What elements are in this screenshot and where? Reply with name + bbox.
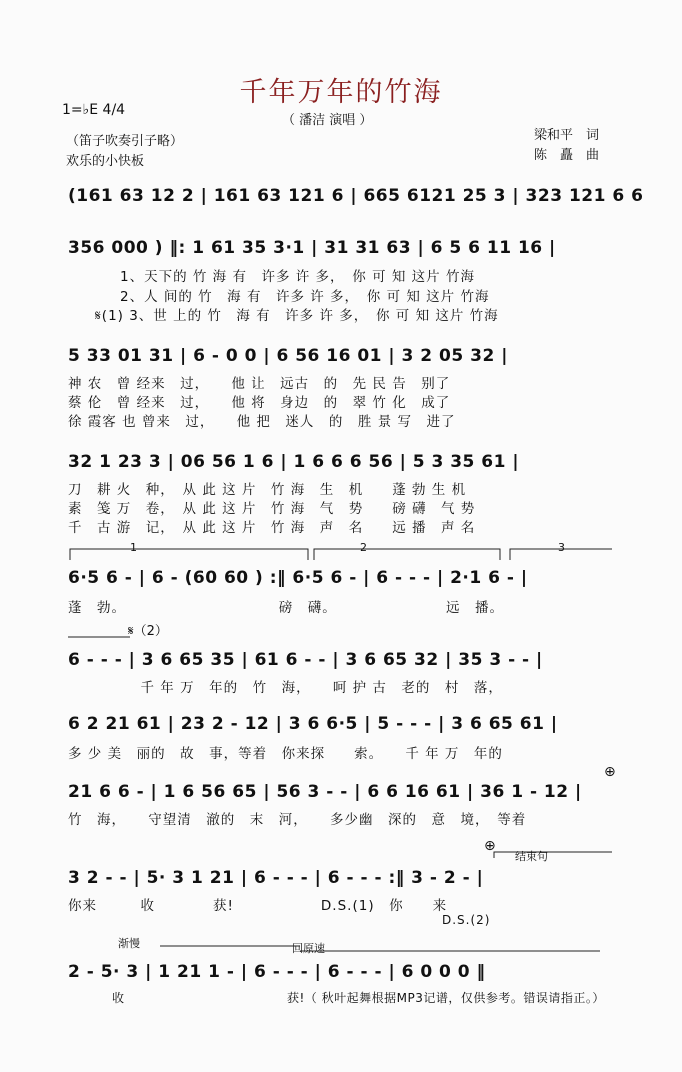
lyric-line-2-verse-1: 1、天下的 竹 海 有 许多 许 多， 你 可 知 这片 竹海 bbox=[120, 269, 475, 285]
lyric-line-3-verse-3: 徐 霞客 也 曾来 过， 他 把 迷人 的 胜 景 写 进了 bbox=[68, 414, 456, 430]
volta-3-label: 3 bbox=[558, 541, 565, 554]
lyric-line-8: 竹 海， 守望清 澈的 末 河， 多少幽 深的 意 境， 等着 bbox=[68, 812, 527, 828]
coda-icon: ⊕ bbox=[604, 764, 616, 780]
score-line-6: 6 - - - | 3 6 65 35 | 61 6 - - | 3 6 65 32 | 35 3 - - | bbox=[68, 650, 543, 670]
coda-label: 结束句 bbox=[515, 850, 548, 863]
lyric-line-2-verse-2: 2、人 间的 竹 海 有 许多 许 多， 你 可 知 这片 竹海 bbox=[120, 289, 490, 305]
lyric-line-2-verse-3: 𝄋(1) 3、世 上的 竹 海 有 许多 许 多， 你 可 知 这片 竹海 bbox=[95, 308, 499, 324]
score-line-4: 32 1 23 3 | 06 56 1 6 | 1 6 6 6 56 | 5 3 35 61 | bbox=[68, 452, 520, 472]
lyric-line-4-verse-3: 千 古 游 记， 从 此 这 片 竹 海 声 名 远 播 声 名 bbox=[68, 520, 476, 536]
tempo-marking: 欢乐的小快板 bbox=[66, 154, 145, 169]
key-signature: 1=♭E 4/4 bbox=[62, 102, 126, 118]
composer: 陈 矗 曲 bbox=[534, 148, 600, 163]
coda-icon: ⊕ bbox=[484, 838, 496, 854]
performer: （ 潘洁 演唱 ） bbox=[282, 113, 373, 128]
lyric-line-3-verse-1: 神 农 曾 经来 过， 他 让 远古 的 先 民 告 别了 bbox=[68, 376, 451, 392]
volta-1-label: 1 bbox=[130, 541, 137, 554]
score-line-9: 3 2 - - | 5· 3 1 21 | 6 - - - | 6 - - - :‖ 3 - 2 - | bbox=[68, 868, 484, 888]
lyric-line-3-verse-2: 蔡 伦 曾 经来 过， 他 将 身边 的 翠 竹 化 成了 bbox=[68, 395, 451, 411]
score-line-8: 21 6 6 - | 1 6 56 65 | 56 3 - - | 6 6 16 61 | 36 1 - 12 | bbox=[68, 782, 582, 802]
volta-2-label: 2 bbox=[360, 541, 367, 554]
lyric-line-6: 千 年 万 年的 竹 海， 呵 护 古 老的 村 落， bbox=[68, 680, 503, 696]
lyricist: 梁和平 词 bbox=[534, 128, 600, 143]
song-title: 千年万年的竹海 bbox=[239, 77, 443, 108]
score-line-1: (161 63 12 2 | 161 63 121 6 | 665 6121 25 3 | 323 121 6 6 bbox=[68, 186, 644, 206]
score-line-3: 5 33 01 31 | 6 - 0 0 | 6 56 16 01 | 3 2 05 32 | bbox=[68, 346, 508, 366]
intro-note: （笛子吹奏引子略） bbox=[66, 134, 184, 149]
ds-2-mark: D.S.(2) bbox=[442, 913, 491, 927]
rit-marking: 渐慢 bbox=[118, 937, 140, 950]
score-line-2: 356 000 ) ‖: 1 61 35 3·1 | 31 31 63 | 6 5 6 11 16 | bbox=[68, 238, 556, 258]
lyric-line-5: 蓬 勃。 磅 礴。 远 播。 bbox=[68, 600, 504, 616]
segno-2-mark: 𝄋（2） bbox=[128, 624, 168, 639]
lyric-line-9: 你来 收 获! D.S.(1) 你 来 bbox=[68, 898, 448, 914]
score-line-7: 6 2 21 61 | 23 2 - 12 | 3 6 6·5 | 5 - - - | 3 6 65 61 | bbox=[68, 714, 558, 734]
lyric-line-10: 收 获!（ 秋叶起舞根据MP3记谱，仅供参考。错误请指正。） bbox=[112, 991, 605, 1005]
score-line-10: 2 - 5· 3 | 1 21 1 - | 6 - - - | 6 - - - | 6 0 0 0 ‖ bbox=[68, 962, 486, 982]
lyric-line-7: 多 少 美 丽的 故 事，等着 你来探 索。 千 年 万 年的 bbox=[68, 746, 503, 762]
score-line-5: 6·5 6 - | 6 - (60 60 ) :‖ 6·5 6 - | 6 - - - | 2·1 6 - | bbox=[68, 568, 528, 588]
lyric-line-4-verse-2: 素 笺 万 卷， 从 此 这 片 竹 海 气 势 磅 礴 气 势 bbox=[68, 501, 476, 517]
a-tempo-marking: 回原速 bbox=[292, 942, 325, 955]
lyric-line-4-verse-1: 刀 耕 火 种， 从 此 这 片 竹 海 生 机 蓬 勃 生 机 bbox=[68, 482, 467, 498]
